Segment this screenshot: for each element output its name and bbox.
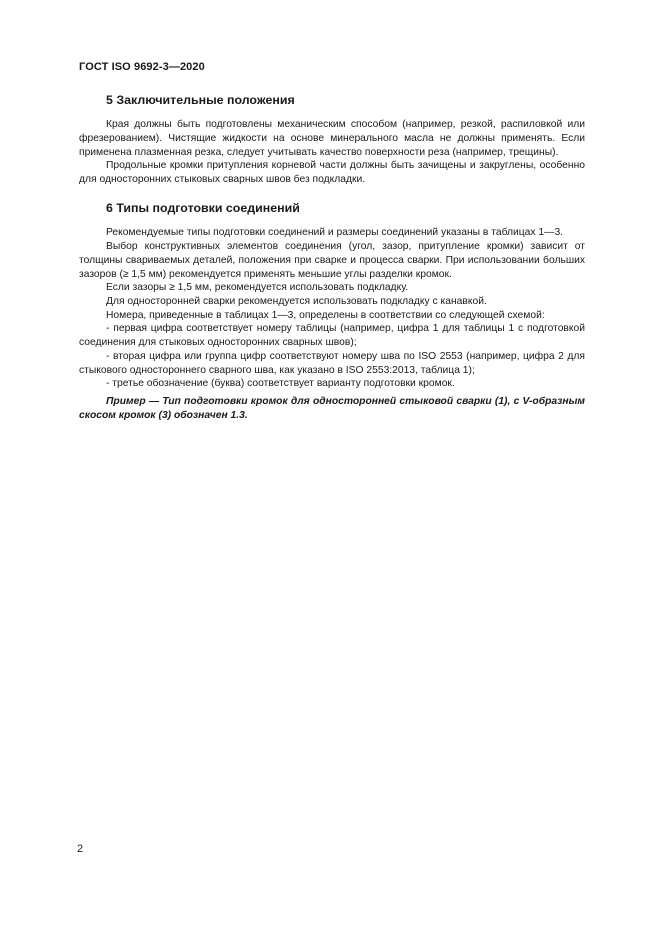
document-header: ГОСТ ISO 9692-3—2020 [79,61,205,73]
section-6-paragraph-3: Если зазоры ≥ 1,5 мм, рекомендуется использовать подкладку. [106,282,409,293]
section-6-paragraph-5: Номера, приведенные в таблицах 1—3, определены в соответствии со следующей схемой: [106,310,545,321]
section-6-paragraph-1: Рекомендуемые типы подготовки соединений и размеры соединений указаны в таблицах 1—3. [106,227,564,238]
section-6-list-item-2: - вторая цифра или группа цифр соответствуют номеру шва по ISO 2553 (например, цифра 2 для стыкового одностороннего сварного шва, как указано в ISO 2553:2013, таблица 1); [79,351,585,376]
section-6-paragraph-2: Выбор конструктивных элементов соединения (угол, зазор, притупление кромки) зависит от толщины свариваемых деталей, положения при сварке и процесса сварки. При использовании больших зазоров (≥ 1,5 мм) рекомендуется применять меньшие углы разделки кромок. [79,241,585,280]
section-6-list-item-3: - третье обозначение (буква) соответствует варианту подготовки кромок. [106,378,455,389]
page-number: 2 [77,843,84,855]
section-6-title: 6 Типы подготовки соединений [106,201,300,215]
section-6-list-item-1: - первая цифра соответствует номеру таблицы (например, цифра 1 для таблицы 1 с подготовкой соединения для стыковых односторонних сварных швов); [79,323,585,348]
section-6-example: Пример — Тип подготовки кромок для односторонней стыковой сварки (1), с V-образным скосом кромок (3) обозначен 1.3. [79,396,585,421]
section-6-paragraph-4: Для односторонней сварки рекомендуется использовать подкладку с канавкой. [106,296,487,307]
section-5-title: 5 Заключительные положения [106,93,295,107]
section-5-paragraph-2: Продольные кромки притупления корневой части должны быть зачищены и закруглены, особенно для односторонних стыковых сварных швов без подкладки. [79,160,585,185]
section-5-paragraph-1: Края должны быть подготовлены механическим способом (например, резкой, распиловкой или фрезерованием). Чистящие жидкости на основе минерального масла не должны применять. Если применена плазменная резка, следует учитывать качество поверхности реза (например, трещины). [79,119,585,158]
